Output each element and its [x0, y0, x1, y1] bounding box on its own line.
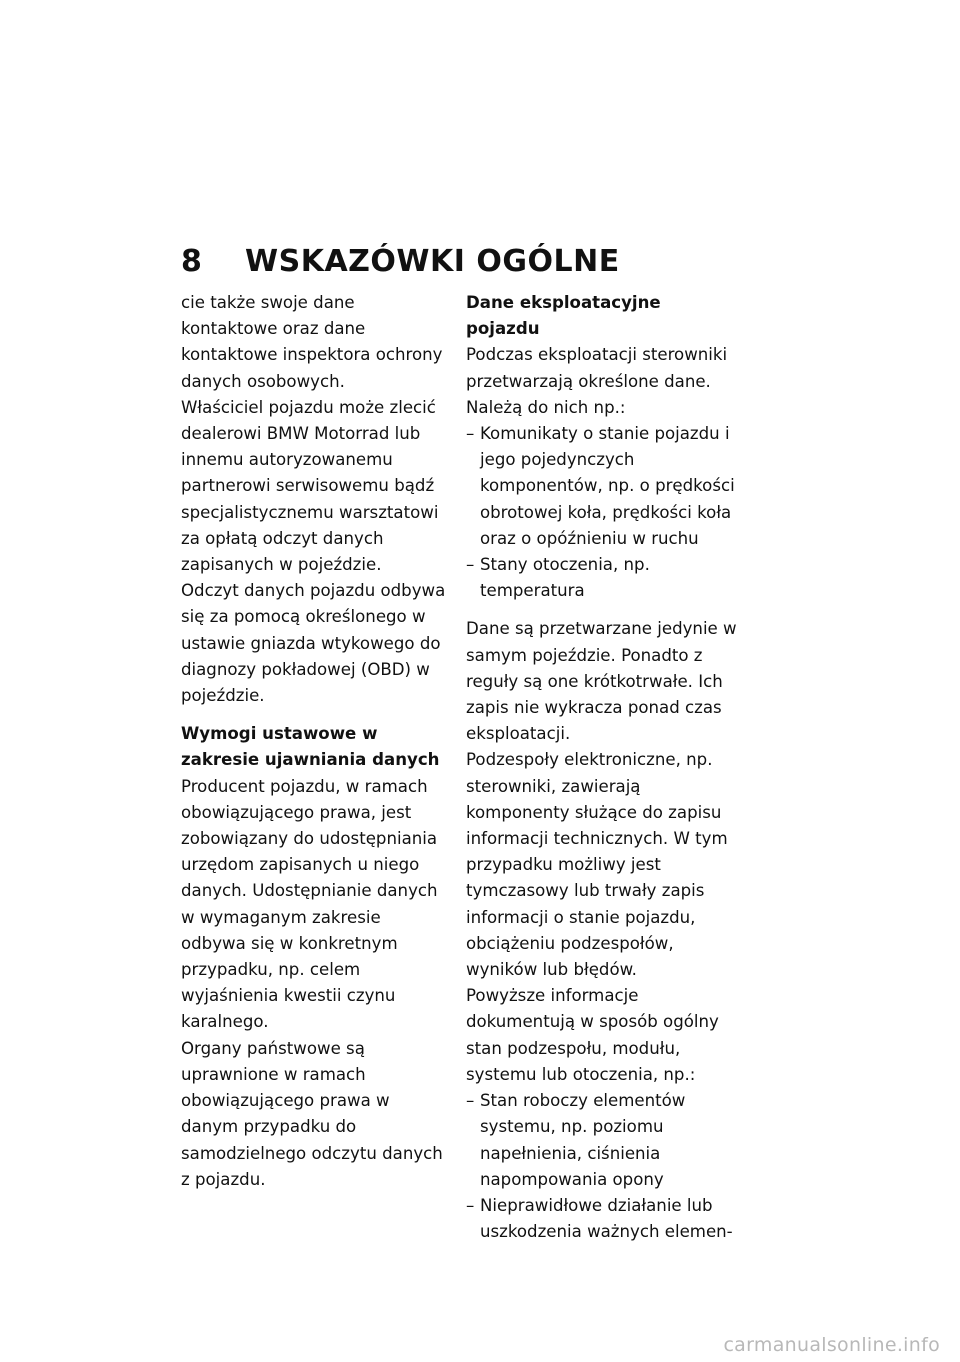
paragraph: Właściciel pojazdu może zlecić dealerowi BMW Motorrad lub innemu autoryzowanemu partnerowi serwisowemu bądź specjalistycznemu warsztatowi za opłatą odczyt danych zapisanych w pojeździe.: [181, 397, 439, 575]
bullet-list: [466, 421, 738, 604]
paragraph: Powyższe informacje dokumentują w sposób ogólny stan podzespołu, modułu, systemu lub otoczenia, np.:: [466, 986, 719, 1084]
watermark: carmanualsonline.info: [723, 1334, 940, 1356]
chapter-title: WSKAZÓWKI OGÓLNE: [245, 244, 620, 279]
paragraph: Dane są przetwarzane jedynie w samym pojeździe. Ponadto z reguły są one krótkotrwałe. Ich zapis nie wykracza ponad czas eksploatacji.: [466, 619, 737, 744]
paragraph: Podzespoły elektroniczne, np. sterowniki, zawierają komponenty służące do zapisu informacji technicznych. W tym przypadku możliwy jest tymczasowy lub trwały zapis informacji o stanie pojazdu, obciążeniu podzespołów, wyników lub błędów.: [466, 750, 728, 980]
chapter-number: 8: [181, 244, 203, 279]
paragraph: cie także swoje dane kontaktowe oraz dane kontaktowe inspektora ochrony danych osobowych.: [181, 293, 443, 391]
list-item: – Stan roboczy elementów systemu, np. poziomu napełnienia, ciśnienia napompowania opony: [466, 1088, 738, 1193]
right-column: [466, 290, 738, 1245]
paragraph: Podczas eksploatacji sterowniki przetwarzają określone dane. Należą do nich np.:: [466, 345, 728, 417]
paragraph: Producent pojazdu, w ramach obowiązującego prawa, jest zobowiązany do udostępniania urzędom zapisanych u niego danych. Udostępnianie danych w wymaganym zakresie odbywa się w konkretnym przypadku, np. celem wyjaśnienia kwestii czynu karalnego.: [181, 776, 438, 1032]
section-heading: Dane eksploatacyjne pojazdu: [466, 293, 661, 339]
section-heading: Wymogi ustawowe w zakresie ujawniania danych: [181, 724, 440, 770]
paragraph: Organy państwowe są uprawnione w ramach obowiązującego prawa w danym przypadku do samodzielnego odczytu danych z pojazdu.: [181, 1038, 443, 1189]
list-item: – Stany otoczenia, np. temperatura: [466, 552, 738, 604]
bullet-list: [466, 1088, 738, 1245]
list-item: – Komunikaty o stanie pojazdu i jego pojedynczych komponentów, np. o prędkości obrotowej koła, prędkości koła oraz o opóźnieniu w ruchu: [466, 421, 738, 552]
left-column: [181, 290, 449, 1193]
chapter-header: [181, 244, 620, 279]
list-item: – Nieprawidłowe działanie lub uszkodzenia ważnych elemen-: [466, 1193, 738, 1245]
paragraph: Odczyt danych pojazdu odbywa się za pomocą określonego w ustawie gniazda wtykowego do diagnozy pokładowej (OBD) w pojeździe.: [181, 581, 446, 706]
